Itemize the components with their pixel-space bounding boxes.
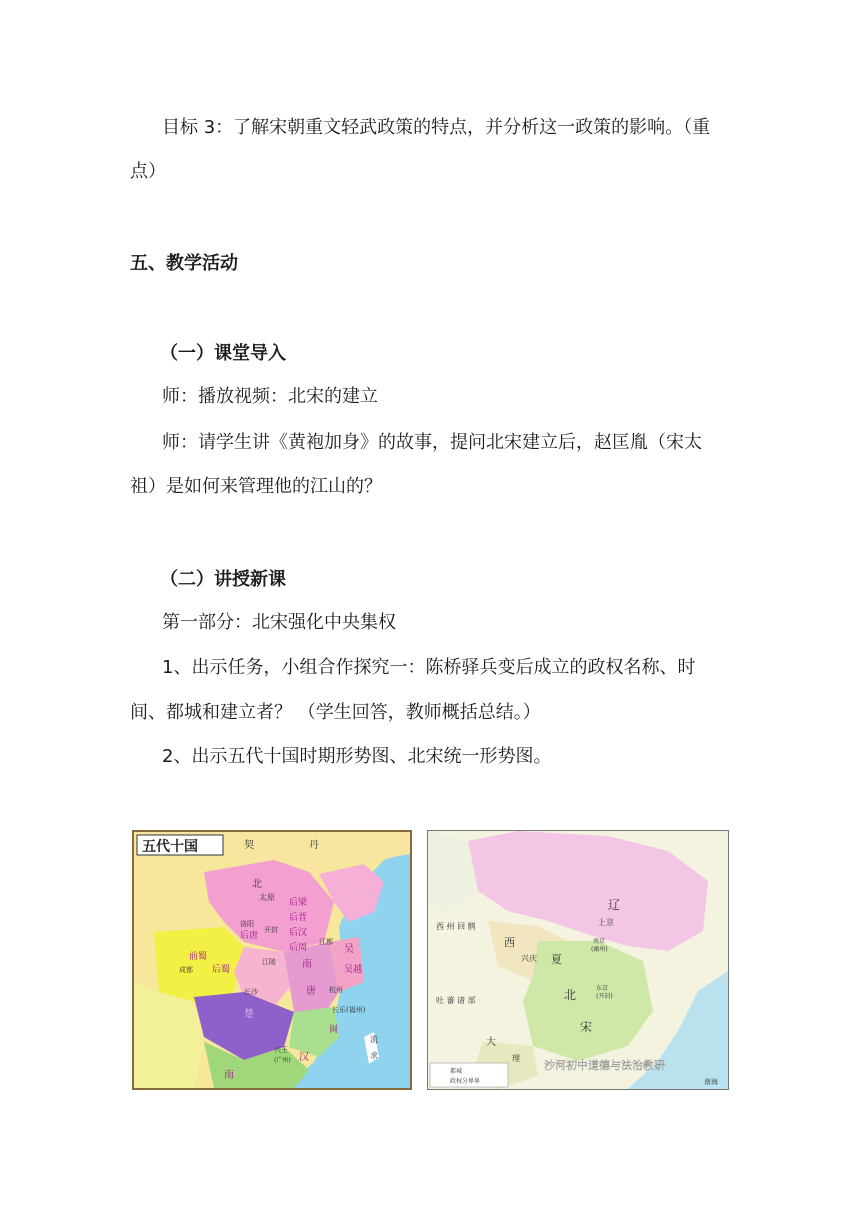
- map-left-label-qianshu: 前蜀: [189, 952, 208, 962]
- sub1-paragraph1: 师：播放视频：北宋的建立: [162, 386, 378, 407]
- map-right-watermark: 沙河初中道德与法治教研: [544, 1059, 665, 1072]
- map-left-label-chengdu: 成都: [179, 966, 193, 974]
- map-left-label-chu: 楚: [244, 1009, 254, 1020]
- map-left-label-dan: 丹: [309, 840, 319, 851]
- map-left-label-liuqiu: 流: [370, 1035, 378, 1044]
- goal3-line2: 点）: [130, 161, 166, 182]
- map-right-label-dongjing: 东京: [596, 985, 609, 992]
- map-right-label-nanhai: 南海: [704, 1078, 718, 1086]
- map-right-label-tubo: 吐 蕃 诸 部: [436, 996, 476, 1005]
- map-left-label-nan2: 南: [224, 1070, 234, 1081]
- map-left-label-changle: 长乐(福州): [332, 1006, 366, 1014]
- map-left-label-houliang: 后梁: [289, 898, 308, 908]
- map-right-label-song: 宋: [580, 1020, 593, 1034]
- map-northern-song: [427, 830, 729, 1090]
- map-left-label-qiu: 求: [370, 1051, 378, 1060]
- map-left-label-nan: 南: [302, 959, 312, 970]
- map-left-label-han: 汉: [299, 1052, 309, 1063]
- map-left-label-houzhou: 后周: [289, 943, 308, 953]
- map-left-label-kaifeng: 开封: [264, 926, 278, 934]
- map-left-label-qi: 契: [244, 840, 254, 851]
- map-left-label-houhan: 后汉: [289, 928, 308, 938]
- map-right-label-xizhou: 西 州 回 鹘: [436, 922, 476, 931]
- map-left-label-taiyuan: 太原: [259, 893, 275, 902]
- map-left-label-changsha: 长沙: [244, 988, 258, 996]
- map-right-label-shangjing: 上京: [598, 918, 614, 927]
- sub1-paragraph2-line2: 祖）是如何来管理他的江山的？: [130, 476, 382, 497]
- map-right-label-youzhou: (幽州): [591, 946, 608, 953]
- map-right-legend-capital: 都城: [450, 1068, 463, 1075]
- map-left-title: 五代十国: [142, 839, 198, 855]
- map-right-label-xingqing: 兴庆: [521, 954, 537, 963]
- map-right-label-xia: 夏: [551, 953, 562, 966]
- map-right-label-li: 理: [512, 1054, 520, 1063]
- goal3-line1: 目标 3：了解宋朝重文轻武政策的特点，并分析这一政策的影响。（重: [162, 117, 711, 138]
- map-left-label-min: 闽: [329, 1025, 339, 1035]
- map-right-legend-border: 政权分界界: [450, 1078, 481, 1085]
- map-left-label-xingwang: 兴王: [274, 1046, 288, 1054]
- item1-line2: 间、都城和建立者？ （学生回答，教师概括总结。）: [130, 702, 541, 723]
- map-left-label-hangzhou: 杭州: [329, 986, 343, 994]
- map-right-label-bianjing: (开封): [596, 993, 613, 1000]
- map-left-label-jiangdu: 江都: [319, 938, 333, 946]
- item2: 2、出示五代十国时期形势图、北宋统一形势图。: [162, 746, 552, 767]
- map-left-label-wuyue: 吴越: [344, 965, 363, 975]
- map-left-label-beihan: 北: [252, 879, 262, 890]
- map-left-label-houtang: 后唐: [240, 931, 259, 941]
- map-left-label-luoyang: 洛阳: [240, 920, 254, 928]
- item1-line1: 1、出示任务，小组合作探究一：陈桥驿兵变后成立的政权名称、时: [162, 657, 696, 678]
- map-left-label-houshu: 后蜀: [212, 965, 231, 975]
- section5-heading: 五、教学活动: [130, 253, 238, 274]
- map-right-label-da: 大: [486, 1037, 496, 1048]
- map-left-label-guangzhou: (广州): [274, 1057, 291, 1064]
- map-right-label-nanjing: 南京: [593, 938, 606, 945]
- sub1-heading: （一）课堂导入: [160, 343, 286, 364]
- part1-title: 第一部分：北宋强化中央集权: [162, 612, 396, 633]
- map-left-label-tang: 唐: [306, 986, 316, 997]
- sub1-paragraph2-line1: 师：请学生讲《黄袍加身》的故事，提问北宋建立后，赵匡胤（宋太: [162, 432, 702, 453]
- map-right-label-liao: 辽: [608, 898, 621, 912]
- map-left-label-wu: 吴: [344, 944, 354, 955]
- map-right-label-xi: 西: [504, 936, 515, 949]
- map-left-label-houjin: 后晋: [289, 913, 308, 923]
- map-five-dynasties: [132, 830, 412, 1090]
- map-left-label-jiangling: 江陵: [262, 958, 276, 966]
- sub2-heading: （二）讲授新课: [160, 569, 286, 590]
- map-right-label-bei: 北: [564, 988, 577, 1002]
